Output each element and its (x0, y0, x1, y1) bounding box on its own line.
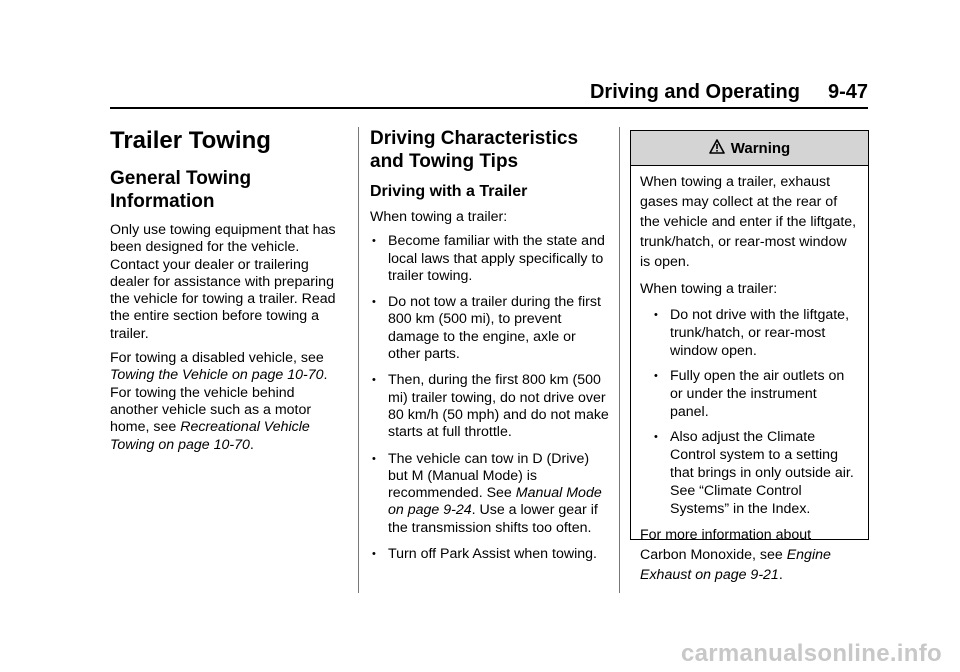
towing-tips-list (370, 233, 610, 563)
list-item: • The vehicle can tow in D (Drive) but M (Manual Mode) is recommended. See Manual Mode on page 9-24. Use a lower gear if the transmission shifts too often. (372, 450, 602, 536)
paragraph-disabled-vehicle: For towing a disabled vehicle, see Towing the Vehicle on page 10-70. For towing the vehicle behind another vehicle such as a motor home, see Recreational Vehicle Towing on page 10-70. (110, 350, 328, 453)
list-item: • Fully open the air outlets on or under the instrument panel. (654, 368, 845, 420)
watermark: carmanualsonline.info (680, 640, 942, 667)
warning-icon (709, 139, 725, 158)
bullet-icon: • (372, 296, 376, 309)
list-item: • Become familiar with the state and local laws that apply specifically to trailer towing. (372, 233, 605, 284)
warning-title: Warning (730, 139, 791, 157)
list-item: • Also adjust the Climate Control system to a setting that brings in only outside air. See “Climate Control Systems” in the Index. (654, 429, 854, 517)
heading-driving-with-trailer: Driving with a Trailer (370, 183, 528, 200)
bullet-icon: • (372, 452, 376, 465)
bullet-icon: • (372, 548, 376, 561)
page-number: 9-47 (827, 81, 868, 103)
column-2 (370, 127, 610, 572)
heading-trailer-towing: Trailer Towing (110, 127, 271, 154)
column-divider-1 (358, 127, 359, 593)
bullet-icon: • (654, 431, 658, 443)
warning-box (630, 130, 869, 583)
warning-paragraph-intro: When towing a trailer: (640, 281, 778, 297)
bullet-icon: • (654, 370, 658, 382)
warning-paragraph-carbon-monoxide: For more information about Carbon Monoxide, see Engine Exhaust on page 9-21. (640, 527, 831, 583)
list-item: • Do not tow a trailer during the first 800 km (500 mi), to prevent damage to the engine, axle or other parts. (372, 294, 601, 363)
column-1 (110, 127, 346, 461)
warning-paragraph-exhaust: When towing a trailer, exhaust gases may collect at the rear of the vehicle and enter if the liftgate, trunk/hatch, or rear-most window is open. (640, 174, 857, 270)
paragraph-towing-equipment: Only use towing equipment that has been designed for the vehicle. Contact your dealer or trailering dealer for assistance with preparing the vehicle for towing a trailer. Read the entire section before towing a trailer. (110, 222, 336, 342)
link-manual-mode[interactable]: Manual Mode on page 9-24 (388, 485, 602, 519)
warning-header (631, 131, 868, 166)
column-divider-2 (619, 127, 620, 593)
warning-body (631, 166, 868, 585)
bullet-icon: • (372, 235, 376, 248)
link-engine-exhaust[interactable]: Engine Exhaust on page 9-21 (640, 547, 831, 583)
section-title: Driving and Operating (589, 81, 800, 103)
list-item: • Do not drive with the liftgate, trunk/hatch, or rear-most window open. (654, 307, 850, 359)
warning-list (652, 306, 859, 518)
header-rule (110, 107, 868, 109)
link-recreational-towing[interactable]: Recreational Vehicle Towing on page 10-70 (110, 419, 310, 453)
paragraph-intro: When towing a trailer: (370, 209, 508, 225)
bullet-icon: • (654, 309, 658, 321)
heading-driving-characteristics: Driving Characteristics and Towing Tips (370, 128, 579, 172)
heading-general-towing: General Towing Information (110, 168, 252, 212)
list-item: • Turn off Park Assist when towing. (372, 546, 597, 563)
link-towing-vehicle[interactable]: Towing the Vehicle on page 10-70 (110, 367, 324, 384)
bullet-icon: • (372, 374, 376, 387)
list-item: • Then, during the first 800 km (500 mi) trailer towing, do not drive over 80 km/h (50 mph) and do not make starts at full throttle. (372, 372, 609, 441)
